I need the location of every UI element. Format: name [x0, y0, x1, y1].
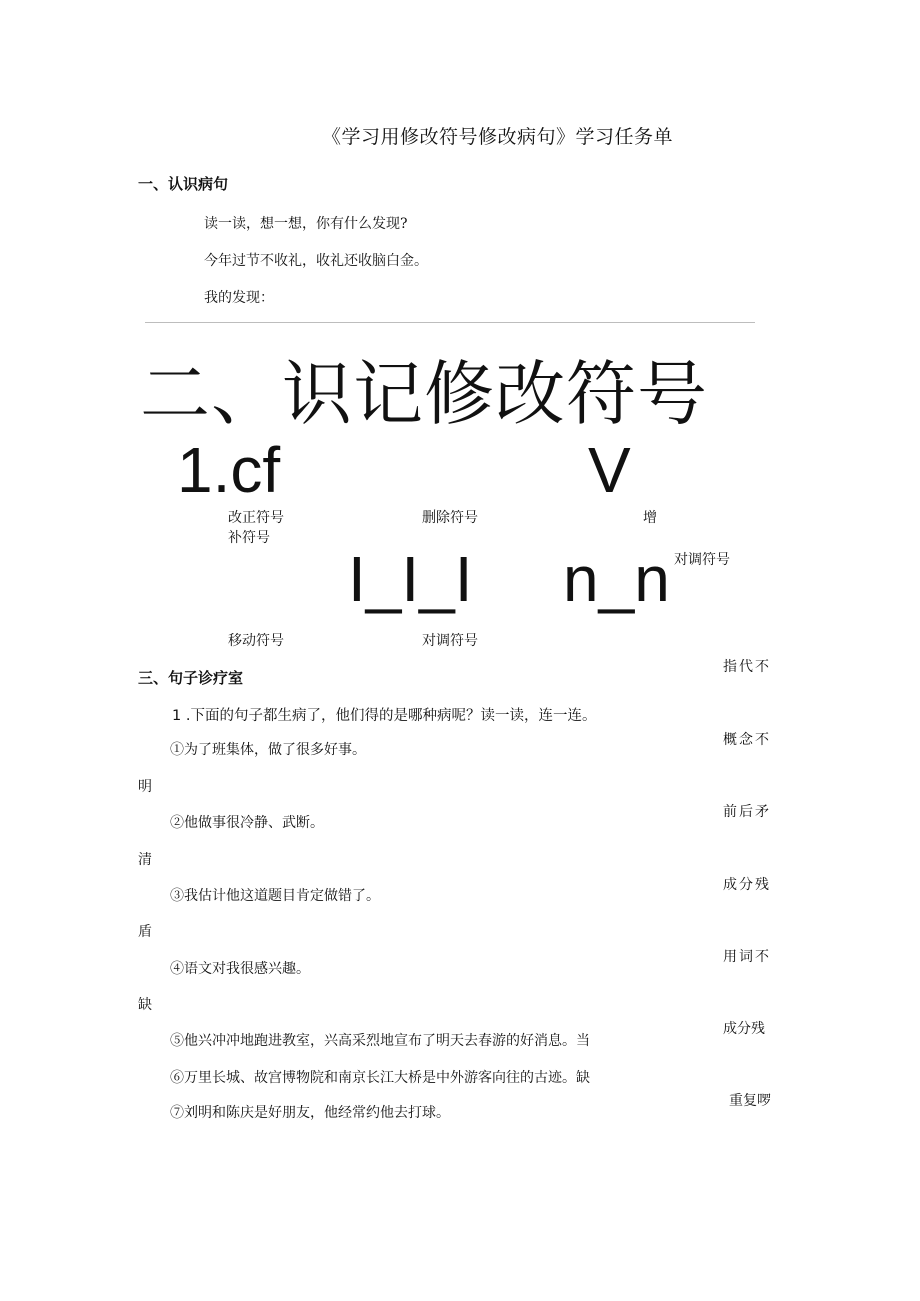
- section2-heading: 二、识记修改符号: [140, 353, 708, 435]
- option-4: 成分残: [723, 877, 771, 893]
- sentence-6: ⑥万里长城、故宫博物院和南京长江大桥是中外游客向往的古迹。缺: [170, 1070, 590, 1086]
- symbol-swap: n_n: [563, 543, 670, 615]
- sentence-1: ①为了班集体，做了很多好事。: [170, 742, 366, 758]
- symbol-add: V: [588, 434, 631, 506]
- label-correct: 改正符号: [228, 510, 284, 526]
- symbol-move: I_I_I: [348, 543, 473, 615]
- option-3: 前后矛: [723, 804, 771, 820]
- label-add-part2: 补符号: [228, 530, 270, 546]
- label-swap-right: 对调符号: [674, 552, 730, 568]
- section1-prompt: 读一读，想一想，你有什么发现?: [204, 216, 408, 232]
- fragment-3: 盾: [138, 924, 152, 940]
- sentence-2: ②他做事很冷静、武断。: [170, 815, 324, 831]
- label-delete: 删除符号: [422, 510, 478, 526]
- label-swap-bottom: 对调符号: [422, 633, 478, 649]
- sentence-4: ④语文对我很感兴趣。: [170, 961, 310, 977]
- section1-example: 今年过节不收礼，收礼还收脑白金。: [204, 253, 428, 269]
- label-move: 移动符号: [228, 633, 284, 649]
- section3-heading: 三、句子诊疗室: [138, 669, 244, 687]
- divider-line: [145, 322, 755, 323]
- fragment-4: 缺: [138, 997, 152, 1013]
- sentence-7: ⑦刘明和陈庆是好朋友，他经常约他去打球。: [170, 1105, 450, 1121]
- option-2: 概念不: [723, 732, 771, 748]
- sentence-5: ⑤他兴冲冲地跑进教室，兴高采烈地宣布了明天去春游的好消息。当: [170, 1033, 590, 1049]
- option-7: 重复啰: [729, 1093, 771, 1109]
- section3-question: 1 .下面的句子都生病了，他们得的是哪种病呢？读一读，连一连。: [172, 708, 597, 724]
- section1-finding-label: 我的发现：: [204, 290, 274, 306]
- fragment-1: 明: [138, 779, 152, 795]
- label-add-part1: 增: [643, 510, 657, 526]
- symbol-correct: 1.cf: [177, 434, 281, 506]
- option-1: 指代不: [723, 659, 771, 675]
- page-title: 《学习用修改符号修改病句》学习任务单: [322, 126, 674, 148]
- sentence-3: ③我估计他这道题目肯定做错了。: [170, 888, 380, 904]
- fragment-2: 清: [138, 852, 152, 868]
- option-5: 用词不: [723, 949, 771, 965]
- section1-heading: 一、认识病句: [138, 175, 229, 193]
- option-6: 成分残: [723, 1021, 765, 1037]
